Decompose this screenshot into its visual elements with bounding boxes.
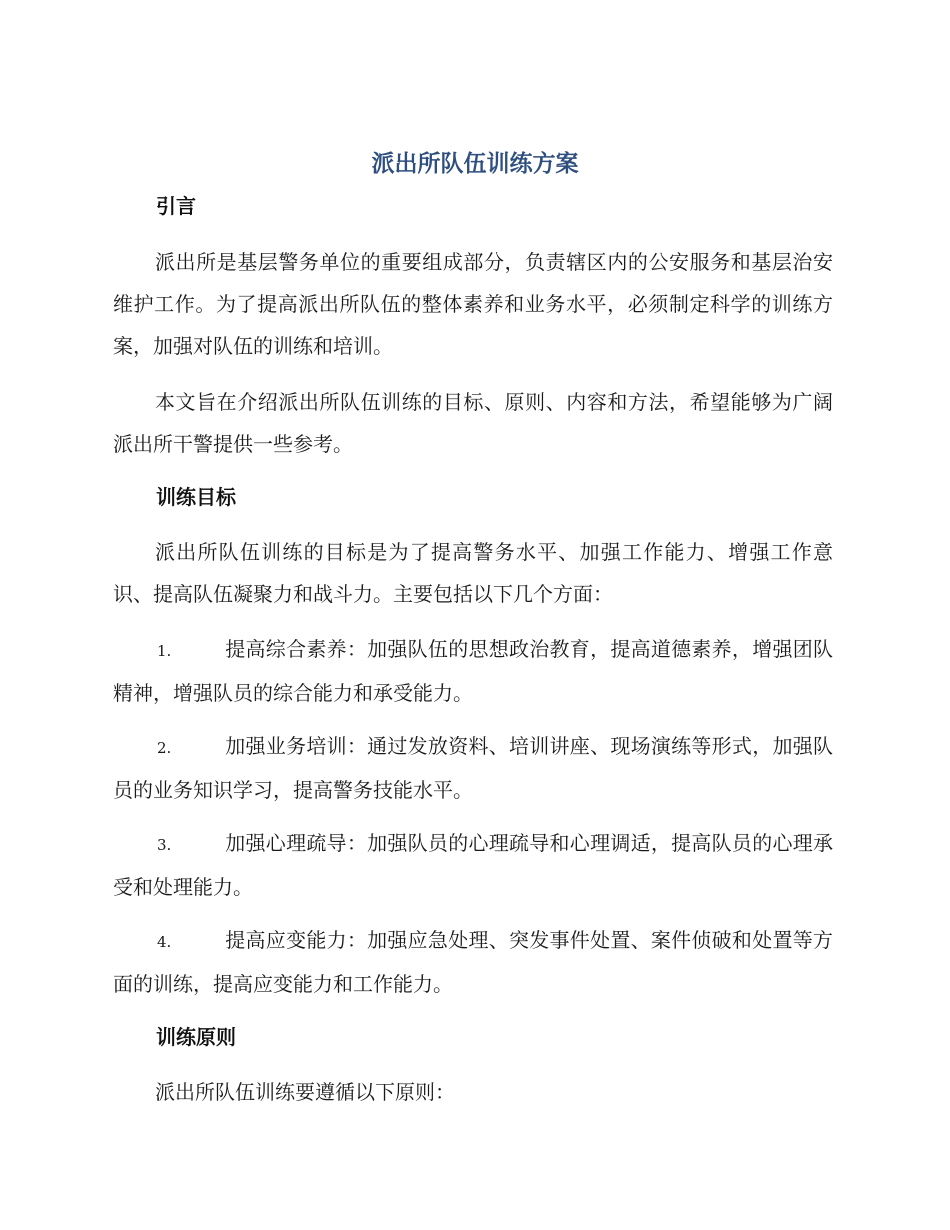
list-item [113, 822, 833, 908]
section-heading-principles: 训练原则 [156, 1025, 236, 1049]
list-item-text: 提高综合素养：加强队伍的思想政治教育，提高道德素养，增强团队精神，增强队员的综合能力和承受能力。 [113, 637, 833, 705]
section-heading-intro: 引言 [156, 194, 196, 218]
list-item [113, 919, 833, 1005]
list-item-number: 1. [157, 642, 172, 660]
document-title: 派出所队伍训练方案 [371, 151, 579, 177]
list-item [113, 628, 833, 714]
list-item-text: 加强心理疏导：加强队员的心理疏导和心理调适，提高队员的心理承受和处理能力。 [113, 831, 833, 899]
goals-intro-paragraph: 派出所队伍训练的目标是为了提高警务水平、加强工作能力、增强工作意识、提高队伍凝聚力和战斗力。主要包括以下几个方面： [113, 540, 833, 606]
intro-paragraph-1: 派出所是基层警务单位的重要组成部分，负责辖区内的公安服务和基层治安维护工作。为了提高派出所队伍的整体素养和业务水平，必须制定科学的训练方案，加强对队伍的训练和培训。 [113, 250, 833, 358]
principles-intro-paragraph: 派出所队伍训练要遵循以下原则： [155, 1080, 455, 1104]
list-item-text: 提高应变能力：加强应急处理、突发事件处置、案件侦破和处置等方面的训练，提高应变能力和工作能力。 [113, 928, 833, 996]
list-item-number: 3. [157, 836, 172, 854]
section-heading-goals: 训练目标 [156, 485, 236, 509]
list-item [113, 725, 833, 811]
list-item-number: 2. [157, 739, 172, 757]
list-item-number: 4. [157, 933, 172, 951]
list-item-text: 加强业务培训：通过发放资料、培训讲座、现场演练等形式，加强队员的业务知识学习，提高警务技能水平。 [113, 734, 833, 802]
intro-paragraph-2: 本文旨在介绍派出所队伍训练的目标、原则、内容和方法，希望能够为广阔派出所干警提供一些参考。 [113, 390, 833, 456]
